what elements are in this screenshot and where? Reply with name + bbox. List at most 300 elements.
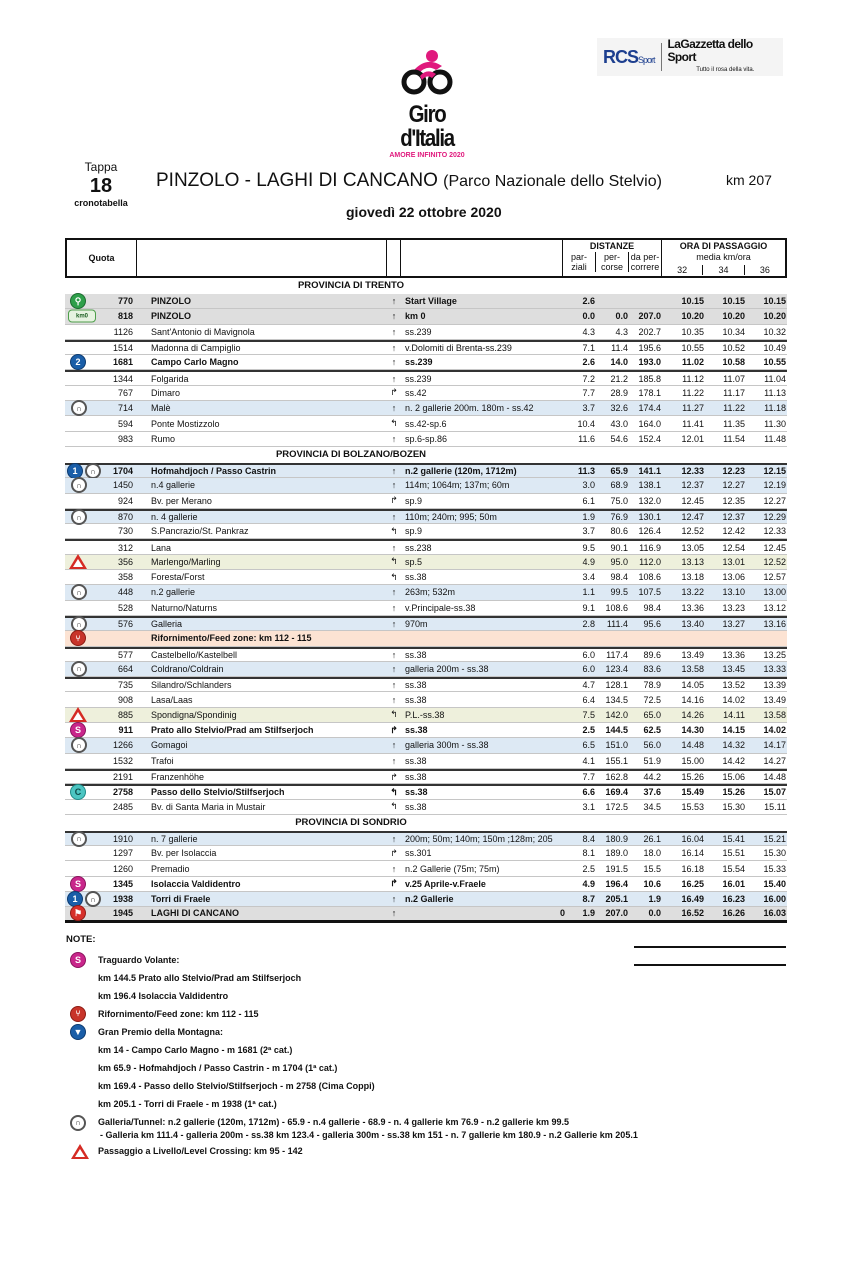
altitude: 1345: [112, 878, 133, 889]
road-info: ss.42-sp.6: [405, 418, 447, 429]
time-32: 14.26: [681, 709, 704, 720]
dist-covered: 43.0: [610, 418, 628, 429]
giro-tagline: AMORE INFINITO 2020: [389, 152, 465, 159]
dist-remaining: 0.0: [648, 908, 661, 919]
dist-partial: 8.1: [582, 848, 595, 859]
dist-remaining: 193.0: [638, 357, 661, 368]
dist-covered: 108.6: [605, 602, 628, 613]
time-36: 13.16: [763, 619, 786, 630]
dist-remaining: 126.4: [638, 526, 661, 537]
row-icons: [65, 800, 103, 814]
location-name: Galleria: [151, 619, 183, 630]
dist-remaining: 95.6: [643, 619, 661, 630]
time-36: 15.33: [763, 863, 786, 874]
table-row: [65, 401, 787, 416]
altitude: 356: [117, 556, 133, 567]
row-icons: [65, 555, 103, 569]
stage-label: Tappa: [84, 160, 118, 174]
dist-partial: 2.6: [582, 296, 595, 307]
dist-covered: 65.9: [610, 466, 628, 477]
dist-remaining: 116.9: [639, 542, 661, 553]
table-header: [65, 238, 787, 278]
gpm-icon: ▼: [70, 1024, 86, 1040]
direction-arrow: ↑: [391, 466, 397, 477]
dist-partial: 1.9: [582, 908, 595, 919]
dist-covered: 11.4: [611, 343, 628, 354]
table-row: [65, 861, 787, 876]
dist-partial: 1.9: [582, 512, 595, 522]
table-row: [65, 509, 787, 524]
road-info: 970m: [405, 619, 428, 630]
table-row: [65, 325, 787, 340]
table-row: [65, 555, 787, 570]
location-name: Bv. per Merano: [151, 495, 212, 506]
time-34: 13.23: [722, 602, 745, 613]
time-34: 12.37: [722, 512, 745, 522]
dist-remaining: 107.5: [638, 587, 661, 598]
time-34: 11.22: [723, 403, 745, 414]
dist-covered: 32.6: [610, 403, 628, 414]
dist-partial: 6.5: [582, 740, 595, 751]
dist-covered: 180.9: [605, 833, 628, 844]
table-row: [65, 340, 787, 355]
location-name: n.2 gallerie: [151, 587, 196, 598]
row-icons: [65, 465, 103, 477]
row-icons: [65, 649, 103, 661]
direction-arrow: ↑: [391, 587, 397, 598]
time-34: 15.51: [722, 848, 745, 859]
row-icons: [65, 541, 103, 553]
note-traguardo: S Traguardo Volante:: [66, 951, 786, 969]
row-icons: [65, 494, 103, 508]
time-34: 13.36: [722, 649, 745, 660]
table-row: [65, 309, 787, 324]
time-34: 12.23: [722, 466, 745, 477]
start-icon: ⚲: [70, 293, 86, 309]
time-32: 12.47: [681, 512, 704, 522]
feed-zone-icon: ⑂: [70, 630, 86, 646]
direction-arrow: ↑: [391, 619, 397, 630]
direction-arrow: ↰: [390, 525, 398, 536]
direction-arrow: ↰: [390, 556, 398, 567]
direction-arrow: ↱: [390, 878, 398, 889]
direction-arrow: ↑: [391, 649, 397, 660]
row-icons: [65, 585, 103, 599]
road-info: n.2 Gallerie: [405, 894, 454, 905]
notes-title: NOTE:: [66, 934, 96, 945]
location-name: Bv. per Isolaccia: [151, 848, 217, 859]
dist-covered: 191.5: [605, 863, 628, 874]
dist-covered: 117.4: [606, 649, 628, 660]
road-info: sp.6-sp.86: [405, 433, 448, 444]
location-name: Rifornimento/Feed zone: km 112 - 115: [151, 633, 312, 644]
row-icons: [65, 861, 103, 875]
stage-route-sub: (Parco Nazionale dello Stelvio): [443, 173, 662, 190]
dist-covered: 123.4: [605, 663, 628, 674]
road-info: galleria 200m - ss.38: [405, 663, 489, 674]
time-32: 11.12: [682, 373, 704, 384]
dist-remaining: 10.6: [643, 878, 661, 889]
altitude: 735: [117, 680, 133, 691]
dist-partial: 7.7: [582, 387, 595, 398]
location-name: Ponte Mostizzolo: [151, 418, 220, 429]
dist-covered: 144.5: [605, 725, 628, 736]
time-32: 14.30: [681, 725, 704, 736]
table-row: [65, 416, 787, 431]
stage-title: [156, 170, 662, 192]
time-34: 10.34: [722, 326, 745, 337]
direction-arrow: ↑: [391, 894, 397, 905]
direction-arrow: ↑: [391, 326, 397, 337]
time-36: 12.45: [763, 542, 786, 553]
location-name: Dimaro: [151, 387, 181, 398]
table-row: [65, 754, 787, 769]
time-32: 11.41: [682, 418, 704, 429]
dist-partial: 2.5: [582, 725, 595, 736]
road-info: sp.9: [405, 526, 423, 537]
dist-remaining: 164.0: [638, 418, 661, 429]
location-name: Lasa/Laas: [151, 694, 193, 705]
dist-covered: 151.0: [605, 740, 628, 751]
table-row: [65, 601, 787, 616]
road-info: galleria 300m - ss.38: [405, 740, 489, 751]
dist-covered: 189.0: [605, 848, 628, 859]
road-info: ss.239: [405, 373, 432, 384]
dist-covered: 98.4: [610, 572, 628, 583]
tunnel-icon: ∩: [71, 737, 87, 753]
row-icons: [65, 601, 103, 615]
dist-covered: 76.9: [610, 512, 628, 522]
direction-arrow: ↑: [391, 694, 397, 705]
location-name: Premadio: [151, 863, 190, 874]
dist-remaining: 89.6: [643, 649, 661, 660]
tunnel-icon: ∩: [71, 400, 87, 416]
dist-partial: 8.4: [582, 833, 595, 844]
giro-logo: [372, 48, 482, 159]
dist-partial: 3.7: [582, 526, 595, 537]
time-32: 12.01: [681, 433, 704, 444]
dist-remaining: 65.0: [643, 709, 661, 720]
time-36: 14.27: [763, 755, 786, 766]
time-36: 11.18: [764, 403, 786, 414]
time-32: 13.05: [681, 542, 704, 553]
time-36: 13.00: [763, 587, 786, 598]
stage-badge: [70, 160, 132, 208]
altitude: 577: [117, 649, 133, 660]
dist-partial: 4.9: [582, 878, 595, 889]
altitude: 1532: [112, 755, 133, 766]
gazzetta-logo: LaGazzetta dello Sport Tutto il rosa della vita.: [667, 36, 755, 73]
dist-covered: 169.4: [605, 787, 628, 798]
altitude: 1910: [112, 833, 133, 844]
direction-arrow: ↰: [390, 418, 398, 429]
dist-partial: 7.2: [582, 373, 595, 384]
time-32: 12.52: [681, 526, 704, 537]
dist-remaining: 56.0: [643, 740, 661, 751]
time-32: 11.02: [681, 357, 704, 368]
location-name: Franzenhöhe: [151, 772, 205, 783]
road-info: ss.42: [405, 387, 427, 398]
altitude: 885: [117, 709, 133, 720]
dist-partial: 10.4: [577, 418, 595, 429]
row-icons: [65, 618, 103, 630]
time-36: 15.30: [763, 848, 786, 859]
altitude: 1260: [112, 863, 133, 874]
dist-remaining: 108.6: [638, 572, 661, 583]
dist-remaining: 78.9: [643, 680, 661, 691]
header-direction: [387, 240, 401, 276]
altitude: 714: [117, 403, 133, 414]
note-level-crossing: Passaggio a Livello/Level Crossing: km 95 - 142: [66, 1142, 786, 1160]
row-icons: [65, 511, 103, 523]
table-row: [65, 800, 787, 815]
time-34: 14.02: [722, 694, 745, 705]
location-name: n. 4 gallerie: [151, 512, 198, 522]
altitude: 908: [117, 694, 133, 705]
time-34: 11.35: [723, 418, 745, 429]
time-36: 11.30: [764, 418, 786, 429]
time-34: 11.07: [723, 373, 745, 384]
location-name: Torri di Fraele: [151, 894, 211, 905]
location-name: PINZOLO: [151, 311, 191, 322]
time-36: 12.29: [763, 512, 786, 522]
row-icons: [65, 892, 103, 906]
dist-covered: 95.0: [610, 556, 628, 567]
direction-arrow: ↱: [390, 495, 398, 506]
dist-remaining: 34.5: [643, 801, 661, 812]
time-32: 13.40: [681, 619, 704, 630]
dist-remaining: 72.5: [643, 694, 661, 705]
dist-partial: 6.0: [582, 663, 595, 674]
dist-remaining: 207.0: [638, 311, 661, 322]
level-crossing-icon: [69, 554, 87, 570]
signature-line: [634, 964, 786, 966]
table-row: [65, 631, 787, 646]
sponsor-logos: [597, 38, 783, 76]
time-32: 10.20: [681, 311, 704, 322]
time-34: 11.17: [723, 387, 745, 398]
location-name: Naturno/Naturns: [151, 602, 218, 613]
table-row: [65, 846, 787, 861]
stage-sublabel: cronotabella: [74, 198, 128, 208]
dist-partial: 1.1: [582, 587, 595, 598]
time-36: 12.52: [763, 556, 786, 567]
time-32: 14.48: [681, 740, 704, 751]
time-34: 14.15: [722, 725, 745, 736]
dist-remaining: 1.9: [648, 894, 661, 905]
table-row: [65, 784, 787, 799]
altitude: 983: [117, 433, 133, 444]
direction-arrow: ↑: [391, 602, 397, 613]
direction-arrow: ↑: [391, 373, 397, 384]
time-36: 11.04: [764, 373, 786, 384]
table-row: [65, 831, 787, 846]
rcs-sport-logo: RCSSport: [603, 46, 655, 67]
row-icons: [65, 708, 103, 722]
sprint-icon: S: [70, 952, 86, 968]
note-item: km 144.5 Prato allo Stelvio/Prad am Stilfserjoch: [98, 973, 302, 983]
location-name: S.Pancrazio/St. Pankraz: [151, 526, 249, 537]
note-item: km 65.9 - Hofmahdjoch / Passo Castrin - m 1704 (1ª cat.): [98, 1063, 338, 1073]
location-name: Foresta/Forst: [151, 572, 205, 583]
time-32: 11.22: [682, 387, 704, 398]
altitude: 2191: [112, 772, 133, 783]
gpm-1-icon: 1: [67, 463, 83, 479]
table-row: [65, 355, 787, 370]
location-name: PINZOLO: [151, 296, 191, 307]
table-row: [65, 662, 787, 677]
altitude: 2485: [112, 801, 133, 812]
time-32: 13.13: [681, 556, 704, 567]
location-name: Madonna di Campiglio: [151, 343, 241, 354]
dist-covered: 21.2: [610, 373, 628, 384]
dist-remaining: 83.6: [643, 663, 661, 674]
row-icons: [65, 355, 103, 369]
logo-divider: [661, 43, 662, 71]
km0-icon: km0: [68, 310, 96, 323]
dist-remaining: 26.1: [643, 833, 661, 844]
dist-partial: 4.7: [582, 680, 595, 691]
altitude: 528: [117, 602, 133, 613]
dist-covered: 162.8: [605, 772, 628, 783]
direction-arrow: ↑: [391, 542, 397, 553]
time-32: 16.49: [681, 894, 704, 905]
time-34: 15.41: [722, 833, 745, 844]
dist-remaining: 195.6: [638, 343, 661, 354]
note-tunnel-cont: - Galleria km 111.4 - galleria 200m - ss.38 km 123.4 - galleria 300m - ss.38 km 151 - n. 7 gallerie km 180.9 - n.2 Gallerie km 205.1: [100, 1130, 638, 1140]
time-34: 13.45: [722, 663, 745, 674]
dist-covered: 0.0: [615, 311, 628, 322]
altitude: 1266: [112, 740, 133, 751]
location-name: Spondigna/Spondinig: [151, 709, 237, 720]
dist-remaining: 152.4: [638, 433, 661, 444]
dist-covered: 4.3: [615, 326, 628, 337]
note-tunnel: ∩ Galleria/Tunnel: n.2 gallerie (120m, 1712m) - 65.9 - n.4 gallerie - 68.9 - n. 4 gallerie km 76.9 - n.2 gallerie km 99.5: [66, 1116, 786, 1129]
time-34: 10.52: [722, 343, 745, 354]
dist-remaining: 37.6: [643, 787, 661, 798]
sprint-icon: S: [70, 722, 86, 738]
row-icons: [65, 754, 103, 768]
gpm-2-icon: 2: [70, 354, 86, 370]
time-34: 15.06: [722, 772, 745, 783]
road-info: v.25 Aprile-v.Fraele: [405, 878, 486, 889]
direction-arrow: ↑: [391, 357, 397, 368]
header-quota: Quota: [67, 240, 137, 276]
altitude: 1681: [112, 357, 133, 368]
time-36: 10.55: [763, 357, 786, 368]
table-row: [65, 738, 787, 753]
dist-covered: 128.1: [605, 680, 628, 691]
row-icons: [65, 662, 103, 676]
row-icons: [65, 342, 103, 354]
time-36: 10.15: [763, 296, 786, 307]
time-32: 12.45: [681, 495, 704, 506]
row-icons: [65, 325, 103, 339]
dist-partial: 3.0: [582, 480, 595, 491]
dist-covered: 155.1: [605, 755, 628, 766]
location-name: Silandro/Schlanders: [151, 680, 232, 691]
row-icons: [65, 416, 103, 430]
time-34: 15.54: [722, 863, 745, 874]
dist-remaining: 174.4: [638, 403, 661, 414]
tunnel-icon: ∩: [71, 477, 87, 493]
dist-partial: 9.5: [582, 542, 595, 553]
altitude: 1344: [112, 373, 133, 384]
direction-arrow: ↑: [391, 343, 397, 354]
altitude: 1704: [112, 466, 133, 477]
time-36: 13.49: [763, 694, 786, 705]
dist-remaining: 202.7: [638, 326, 661, 337]
stage-date: giovedì 22 ottobre 2020: [346, 204, 502, 220]
road-info: km 0: [405, 311, 426, 322]
row-icons: [65, 786, 103, 798]
time-36: 14.48: [763, 772, 786, 783]
time-34: 12.35: [722, 495, 745, 506]
altitude: 1938: [112, 894, 133, 905]
location-name: Campo Carlo Magno: [151, 357, 239, 368]
sprint-icon: S: [70, 876, 86, 892]
road-info: n.2 Gallerie (75m; 75m): [405, 863, 500, 874]
altitude: 1514: [112, 343, 133, 354]
province-header: PROVINCIA DI SONDRIO: [295, 816, 407, 828]
stage-route: PINZOLO - LAGHI DI CANCANO: [156, 170, 438, 191]
dist-remaining: 132.0: [638, 495, 661, 506]
row-icons: [65, 478, 103, 492]
dist-covered: 205.1: [605, 894, 628, 905]
row-icons: [65, 771, 103, 783]
dist-partial: 3.4: [582, 572, 595, 583]
dist-partial: 2.8: [582, 619, 595, 630]
time-34: 15.26: [722, 787, 745, 798]
location-name: Castelbello/Kastelbell: [151, 649, 238, 660]
cyclist-logo-icon: [392, 48, 462, 98]
road-info: Start Village: [405, 296, 457, 307]
time-32: 13.18: [681, 572, 704, 583]
table-row: [65, 723, 787, 738]
road-info: n.2 gallerie (120m, 1712m): [405, 466, 517, 477]
dist-partial: 3.7: [582, 403, 595, 414]
notes-section: [66, 934, 786, 1160]
time-34: 11.54: [723, 433, 745, 444]
dist-remaining: 44.2: [643, 772, 661, 783]
province-header: PROVINCIA DI TRENTO: [297, 280, 405, 291]
dist-partial: 6.0: [582, 649, 595, 660]
table-row: [65, 892, 787, 907]
time-34: 13.27: [722, 619, 745, 630]
dist-covered: 207.0: [605, 908, 628, 919]
time-32: 15.49: [681, 787, 704, 798]
time-36: 15.07: [763, 787, 786, 798]
road-info: 200m; 50m; 140m; 150m ;128m; 205: [405, 833, 553, 844]
row-icons: [65, 877, 103, 891]
location-name: n. 7 gallerie: [151, 833, 198, 844]
altitude: 312: [117, 542, 133, 553]
dist-partial: 6.6: [582, 787, 595, 798]
tunnel-icon: ∩: [71, 831, 87, 847]
level-crossing-icon: [69, 707, 87, 723]
tunnel-icon: ∩: [85, 463, 101, 479]
table-row: [65, 585, 787, 600]
time-36: 10.49: [763, 343, 786, 354]
time-34: 13.52: [722, 680, 745, 691]
road-info: 263m; 532m: [405, 587, 456, 598]
time-34: 14.42: [722, 755, 745, 766]
dist-remaining: 185.8: [638, 373, 661, 384]
tunnel-icon: ∩: [71, 509, 87, 525]
dist-remaining: 112.0: [639, 556, 661, 567]
dist-partial: 11.6: [578, 433, 595, 444]
stage-distance: km 207: [726, 172, 772, 188]
